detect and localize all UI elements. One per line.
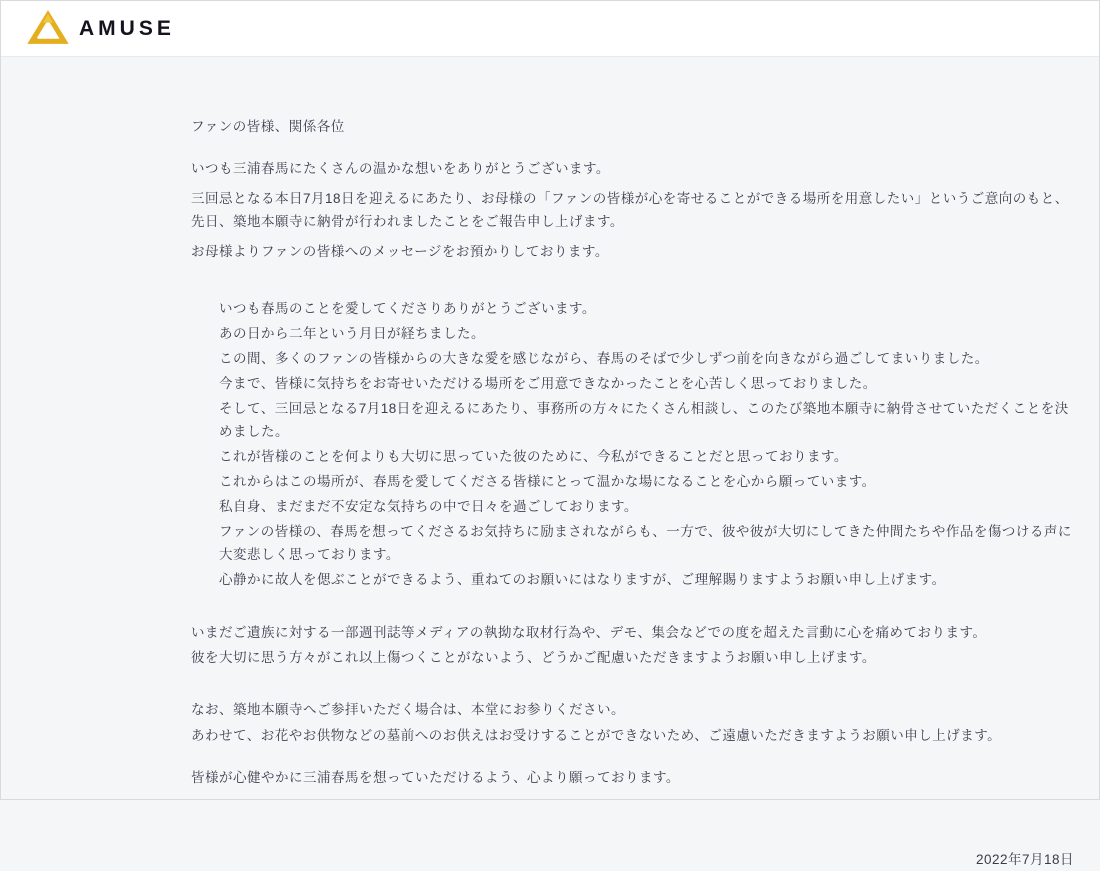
salutation: ファンの皆様、関係各位: [191, 119, 345, 134]
text-line: この間、多くのファンの皆様からの大きな愛を感じながら、春馬のそばで少しずつ前を向きながら過ごしてまいりました。: [219, 351, 989, 366]
visit-guidance-paragraphs: [191, 698, 1074, 747]
amuse-logo[interactable]: [31, 13, 175, 45]
site-header: [1, 1, 1099, 57]
text-line: いつも春馬のことを愛してくださりありがとうございます。: [219, 301, 596, 316]
closing-line: 皆様が心健やかに三浦春馬を想っていただけるよう、心より願っております。: [191, 770, 680, 785]
text-line: あわせて、お花やお供物などの墓前へのお供えはお受けすることができないため、ご遠慮いただきますようお願い申し上げます。: [191, 728, 1002, 743]
mother-message-block: [219, 297, 1074, 591]
media-request-paragraphs: [191, 621, 1074, 669]
text-line: いまだご遺族に対する一部週刊誌等メディアの執拗な取材行為や、デモ、集会などでの度を超えた言動に心を痛めております。: [191, 625, 987, 640]
announcement-date: 2022年7月18日: [975, 852, 1074, 867]
text-line: 心静かに故人を偲ぶことができるよう、重ねてのお願いにはなりますが、ご理解賜りますようお願い申し上げます。: [219, 572, 946, 587]
brand-name: AMUSE: [79, 16, 175, 40]
text-line: これからはこの場所が、春馬を愛してくださる皆様にとって温かな場になることを心から願っています。: [219, 474, 876, 489]
text-line: そして、三回忌となる7月18日を迎えるにあたり、事務所の方々にたくさん相談し、このたび築地本願寺に納骨させていただくことを決めました。: [219, 401, 1069, 439]
text-line: これが皆様のことを何よりも大切に思っていた彼のために、今私ができることだと思っております。: [219, 449, 848, 464]
amuse-triangle-logo-icon: [31, 13, 65, 45]
text-line: ファンの皆様の、春馬を想ってくださるお気持ちに励まされながらも、一方で、彼や彼が大切にしてきた仲間たちや作品を傷つける声に大変悲しく思っております。: [219, 524, 1072, 562]
text-line: なお、築地本願寺へご参拝いただく場合は、本堂にお参りください。: [191, 702, 625, 717]
text-line: 今まで、皆様に気持ちをお寄せいただける場所をご用意できなかったことを心苦しく思っておりました。: [219, 376, 877, 391]
announcement-body: [1, 57, 1099, 871]
text-line: 私自身、まだまだ不安定な気持ちの中で日々を過ごしております。: [219, 499, 638, 514]
text-line: 三回忌となる本日7月18日を迎えるにあたり、お母様の「ファンの皆様が心を寄せることができる場所を用意したい」というご意向のもと、 先日、築地本願寺に納骨が行われましたことをご報告申し上げます。: [191, 191, 1077, 229]
intro-paragraphs: [191, 157, 1077, 263]
text-line: あの日から二年という月日が経ちました。: [219, 326, 485, 341]
text-line: お母様よりファンの皆様へのメッセージをお預かりしております。: [191, 244, 609, 259]
text-line: いつも三浦春馬にたくさんの温かな想いをありがとうございます。: [191, 161, 610, 176]
text-line: 彼を大切に思う方々がこれ以上傷つくことがないよう、どうかご配慮いただきますようお願い申し上げます。: [191, 650, 876, 665]
